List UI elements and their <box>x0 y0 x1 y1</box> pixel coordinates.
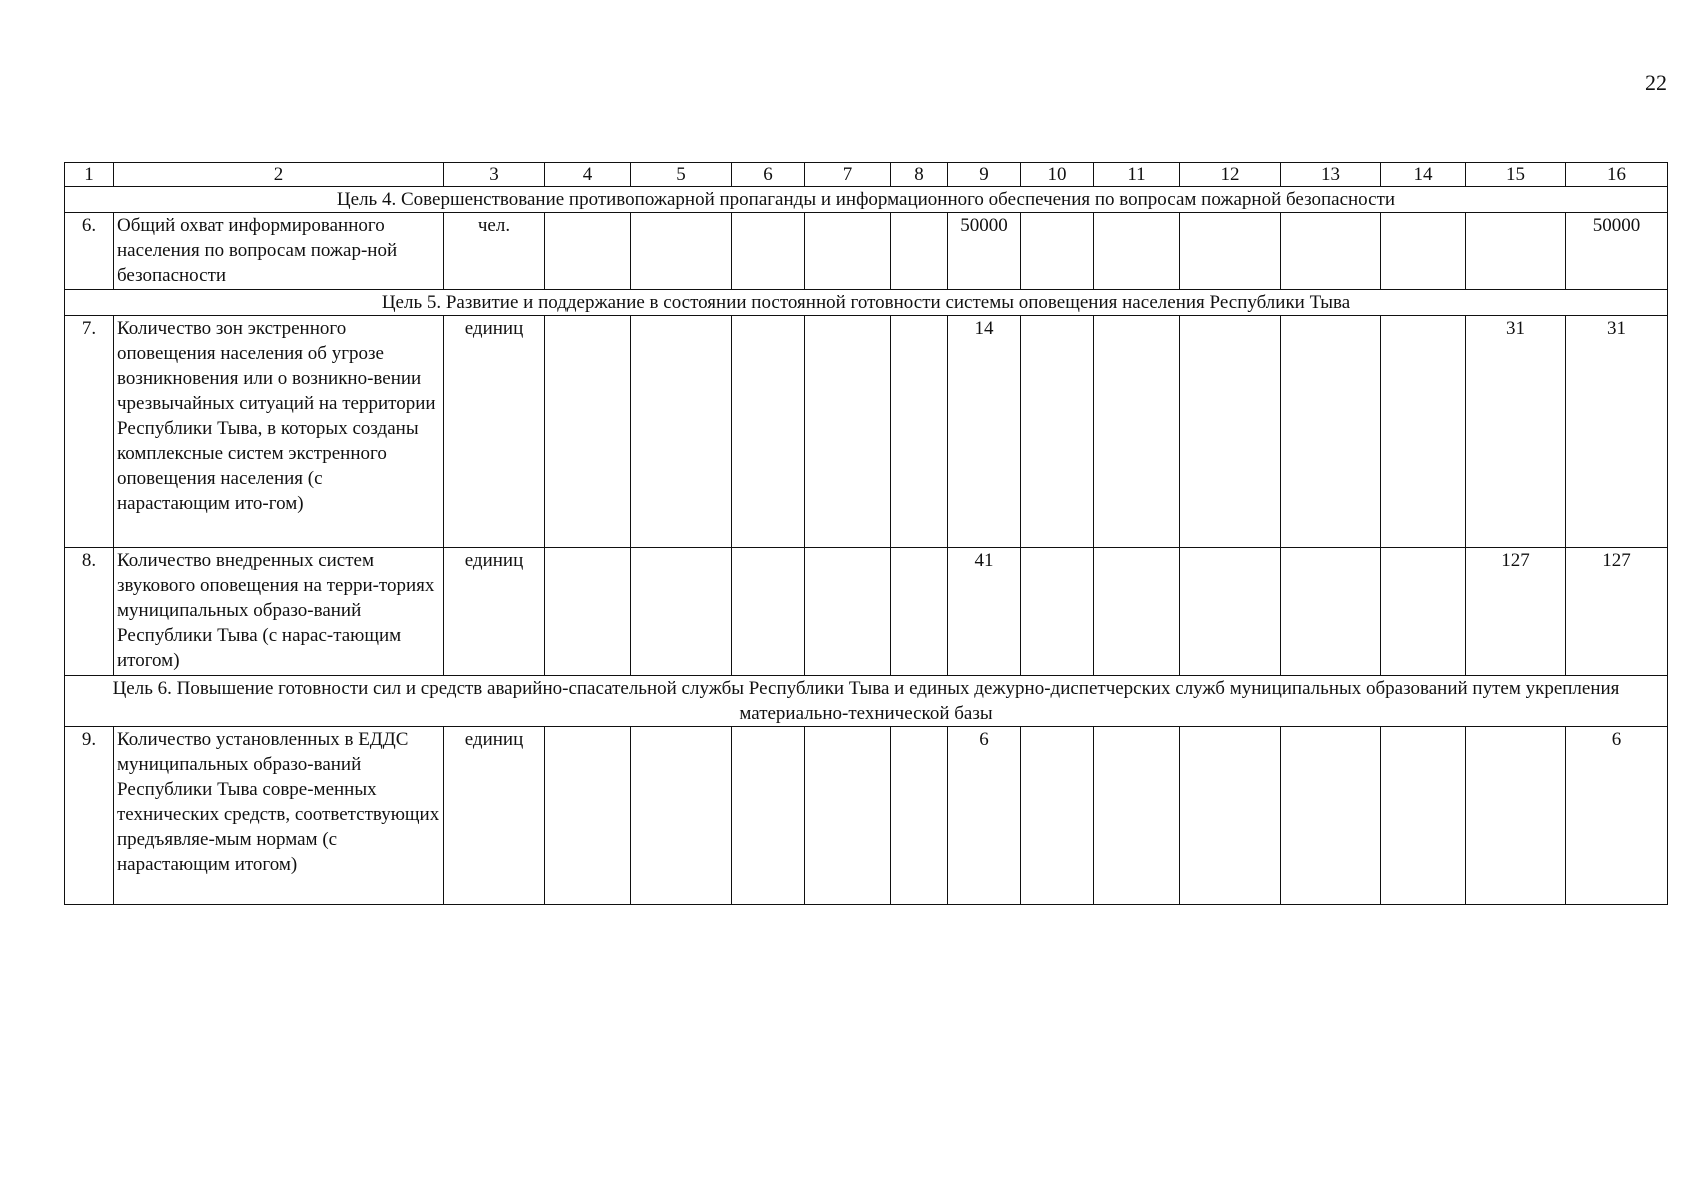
goal-row <box>65 676 1668 727</box>
value-col15: 127 <box>1466 548 1566 676</box>
header-cell: 15 <box>1466 163 1566 187</box>
value-col16: 127 <box>1566 548 1668 676</box>
header-cell: 8 <box>891 163 948 187</box>
empty-cell <box>732 727 805 905</box>
value-col9: 6 <box>948 727 1021 905</box>
empty-cell <box>891 548 948 676</box>
row-number: 8. <box>65 548 114 676</box>
value-col15: 31 <box>1466 316 1566 548</box>
empty-cell <box>545 213 631 290</box>
empty-cell <box>1021 548 1094 676</box>
goal-text: Цель 4. Совершенствование противопожарной пропаганды и информационного обеспечения по вопросам пожарной безопасности <box>65 187 1668 213</box>
empty-cell <box>732 316 805 548</box>
empty-cell <box>1281 548 1381 676</box>
empty-cell <box>732 213 805 290</box>
empty-cell <box>1281 213 1381 290</box>
header-cell: 1 <box>65 163 114 187</box>
header-cell: 5 <box>631 163 732 187</box>
empty-cell <box>545 548 631 676</box>
empty-cell <box>1094 316 1180 548</box>
value-col15 <box>1466 727 1566 905</box>
unit: единиц <box>444 316 545 548</box>
header-cell: 14 <box>1381 163 1466 187</box>
header-cell: 4 <box>545 163 631 187</box>
header-cell: 11 <box>1094 163 1180 187</box>
header-cell: 16 <box>1566 163 1668 187</box>
indicator-name: Количество установленных в ЕДДС муниципальных образо-ваний Республики Тыва совре-менных технических средств, соответствующих предъявляе-мым нормам (с нарастающим итогом) <box>114 727 444 905</box>
empty-cell <box>1021 213 1094 290</box>
empty-cell <box>1021 727 1094 905</box>
value-col16: 50000 <box>1566 213 1668 290</box>
empty-cell <box>805 727 891 905</box>
empty-cell <box>1021 316 1094 548</box>
empty-cell <box>1180 548 1281 676</box>
table-row <box>65 548 1668 676</box>
value-col16: 31 <box>1566 316 1668 548</box>
empty-cell <box>1281 316 1381 548</box>
empty-cell <box>1180 727 1281 905</box>
header-cell: 3 <box>444 163 545 187</box>
empty-cell <box>631 213 732 290</box>
header-cell: 12 <box>1180 163 1281 187</box>
header-cell: 13 <box>1281 163 1381 187</box>
indicator-name: Общий охват информированного населения по вопросам пожар-ной безопасности <box>114 213 444 290</box>
header-row <box>65 163 1668 187</box>
value-col9: 50000 <box>948 213 1021 290</box>
unit: единиц <box>444 548 545 676</box>
empty-cell <box>1381 727 1466 905</box>
value-col15 <box>1466 213 1566 290</box>
empty-cell <box>1381 213 1466 290</box>
empty-cell <box>1180 213 1281 290</box>
unit: чел. <box>444 213 545 290</box>
empty-cell <box>1094 213 1180 290</box>
indicator-name: Количество зон экстренного оповещения населения об угрозе возникновения или о возникно-вении чрезвычайных ситуаций на территории Республики Тыва, в которых созданы комплексные систем экстренного оповещения населения (с нарастающим ито-гом) <box>114 316 444 548</box>
header-cell: 2 <box>114 163 444 187</box>
empty-cell <box>805 213 891 290</box>
table-row <box>65 727 1668 905</box>
goal-row <box>65 187 1668 213</box>
goal-text: Цель 6. Повышение готовности сил и средств аварийно-спасательной службы Республики Тыва и единых дежурно-диспетчерских служб муниципальных образований путем укрепления материально-технической базы <box>65 676 1668 727</box>
empty-cell <box>545 316 631 548</box>
empty-cell <box>631 548 732 676</box>
empty-cell <box>1381 316 1466 548</box>
row-number: 9. <box>65 727 114 905</box>
empty-cell <box>631 316 732 548</box>
header-cell: 6 <box>732 163 805 187</box>
value-col9: 14 <box>948 316 1021 548</box>
row-number: 7. <box>65 316 114 548</box>
empty-cell <box>631 727 732 905</box>
empty-cell <box>1094 727 1180 905</box>
empty-cell <box>1381 548 1466 676</box>
empty-cell <box>732 548 805 676</box>
value-col9: 41 <box>948 548 1021 676</box>
empty-cell <box>805 548 891 676</box>
indicators-table <box>64 162 1668 905</box>
unit: единиц <box>444 727 545 905</box>
table-row <box>65 316 1668 548</box>
indicator-name: Количество внедренных систем звукового оповещения на терри-ториях муниципальных образо-ваний Республики Тыва (с нарас-тающим итогом) <box>114 548 444 676</box>
row-number: 6. <box>65 213 114 290</box>
table-row <box>65 213 1668 290</box>
page-number: 22 <box>1645 70 1667 95</box>
value-col16: 6 <box>1566 727 1668 905</box>
goal-text: Цель 5. Развитие и поддержание в состоянии постоянной готовности системы оповещения населения Республики Тыва <box>65 290 1668 316</box>
empty-cell <box>1094 548 1180 676</box>
empty-cell <box>1180 316 1281 548</box>
empty-cell <box>1281 727 1381 905</box>
goal-row <box>65 290 1668 316</box>
header-cell: 10 <box>1021 163 1094 187</box>
header-cell: 7 <box>805 163 891 187</box>
empty-cell <box>805 316 891 548</box>
empty-cell <box>891 316 948 548</box>
empty-cell <box>891 213 948 290</box>
header-cell: 9 <box>948 163 1021 187</box>
empty-cell <box>545 727 631 905</box>
empty-cell <box>891 727 948 905</box>
